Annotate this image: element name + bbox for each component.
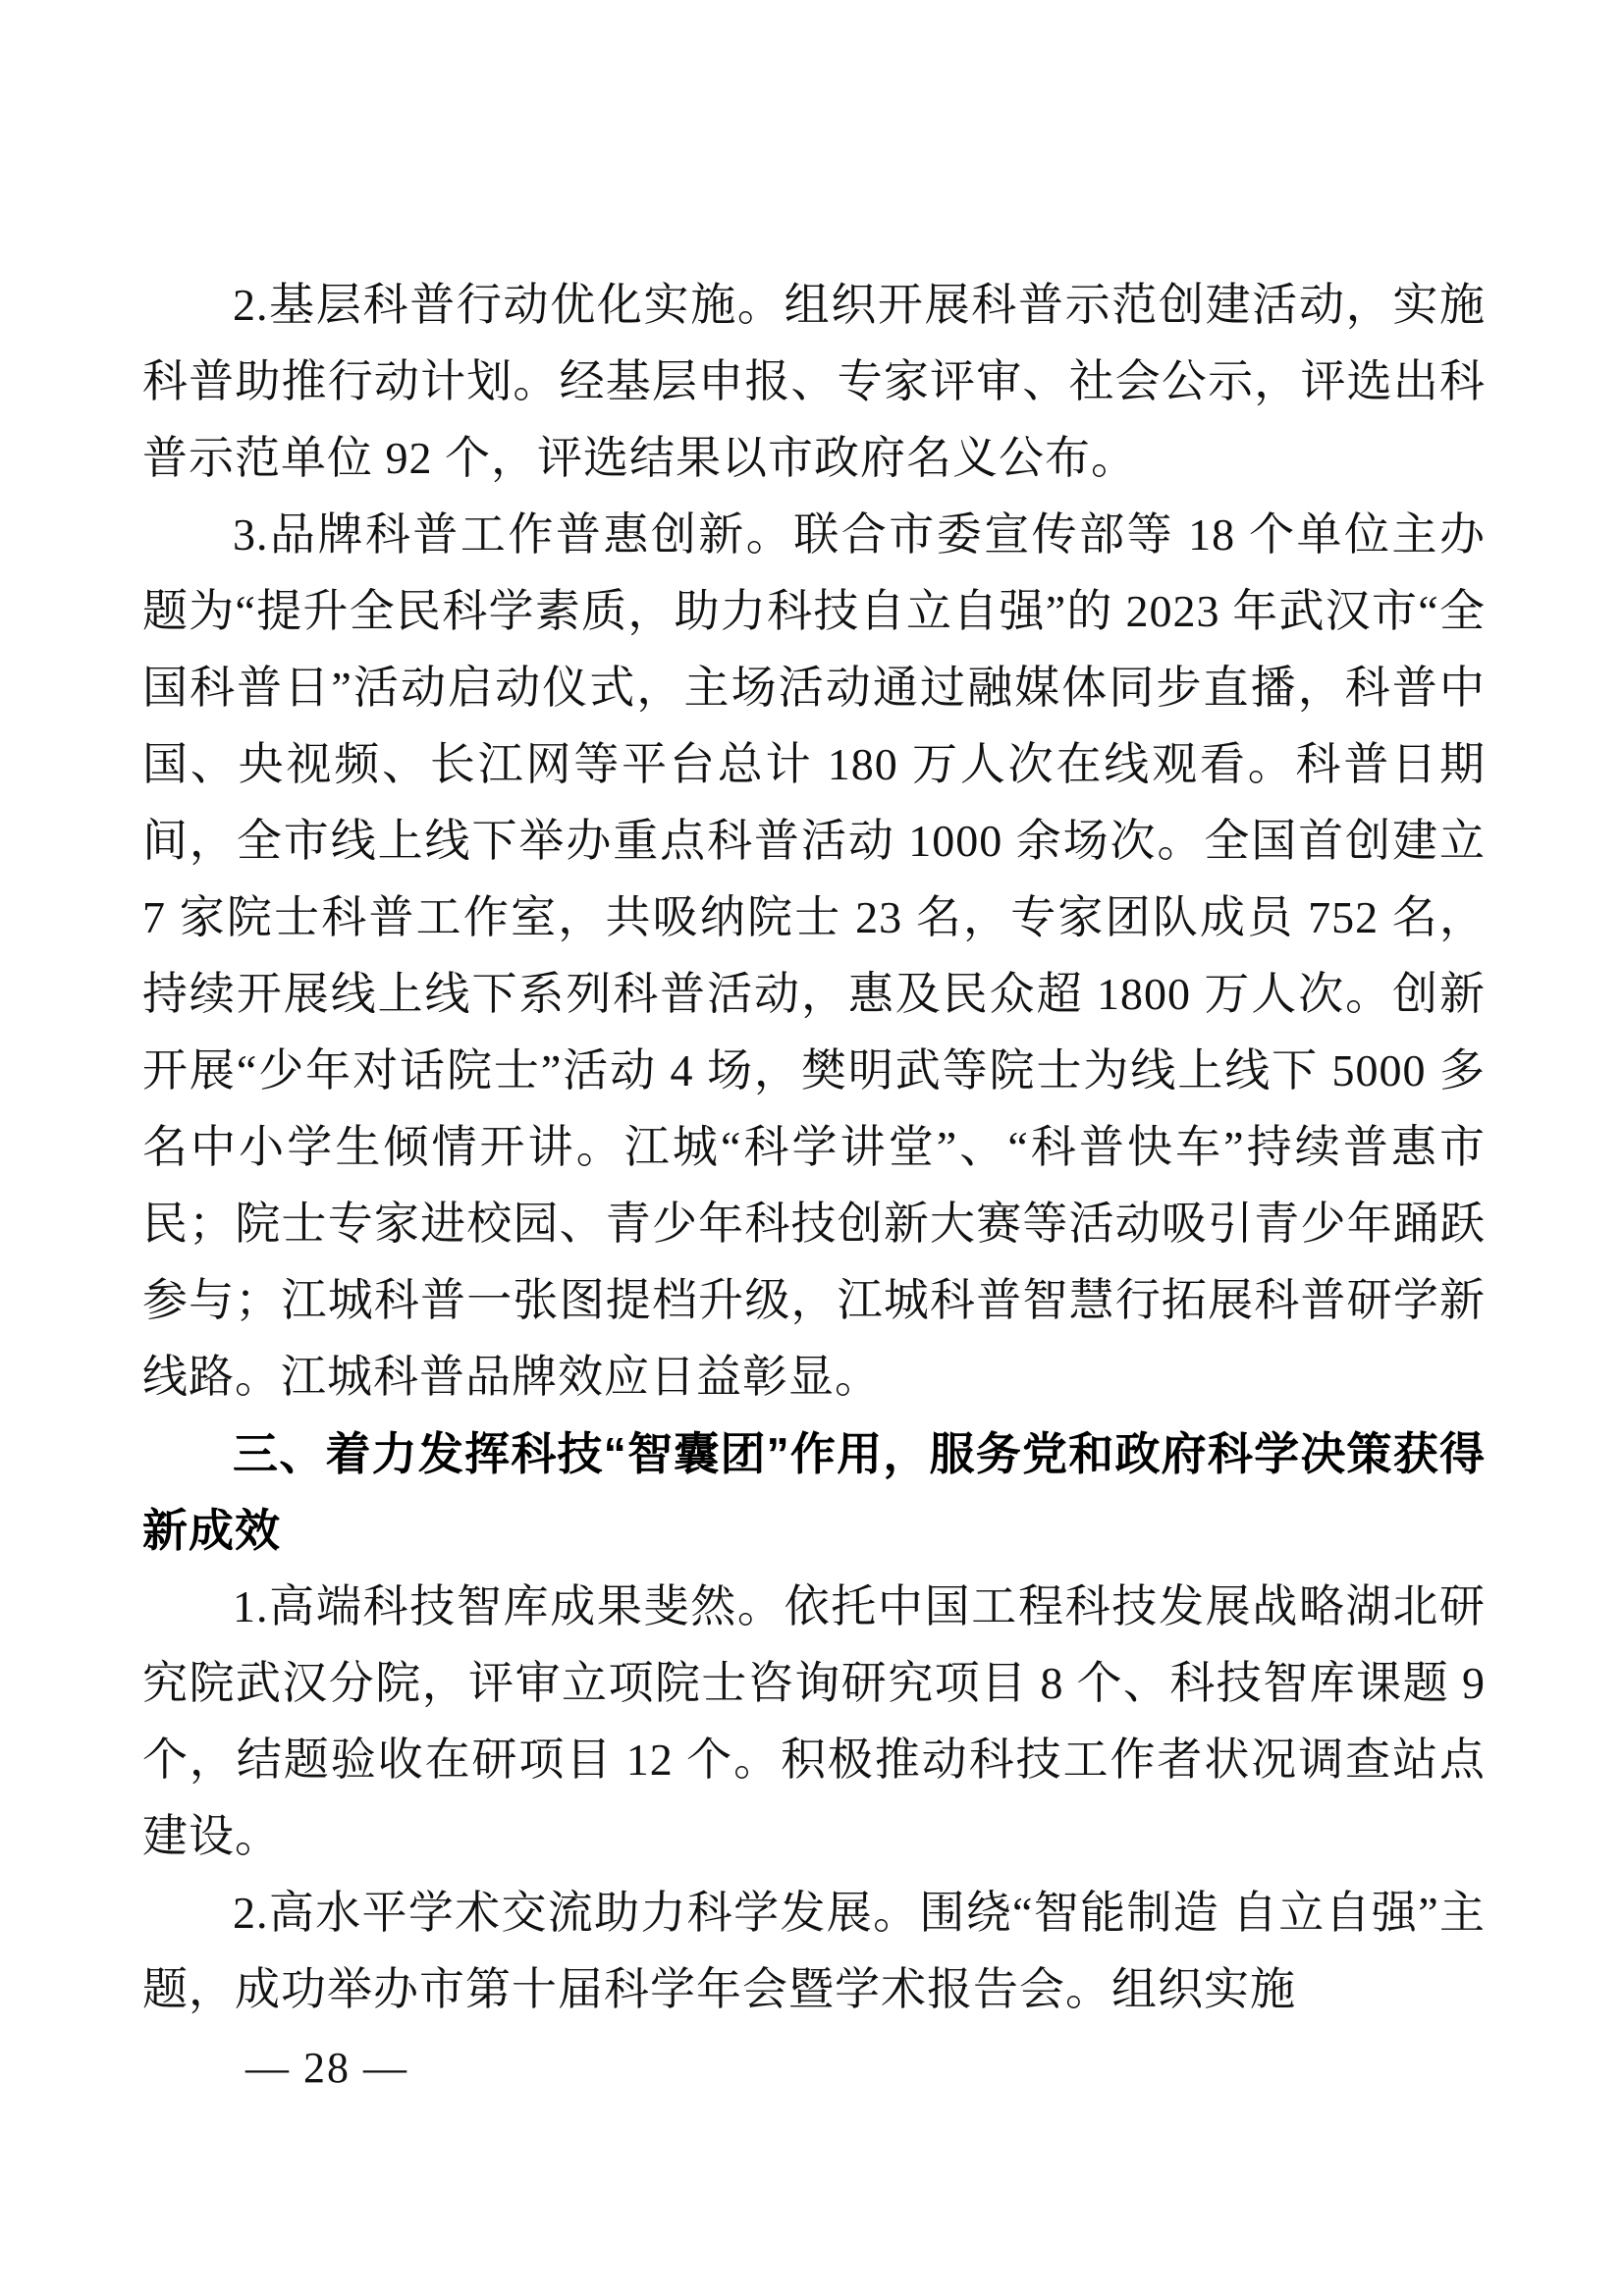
body-paragraph: 3.品牌科普工作普惠创新。联合市委宣传部等 18 个单位主办题为“提升全民科学素质，助力科技自立自强”的 2023 年武汉市“全国科普日”活动启动仪式，主场活动通过融媒体同步直播，科普中国、央视频、长江网等平台总计 180 万人次在线观看。科普日期间，全市线上线下举办重点科普活动 1000 余场次。全国首创建立 7 家院士科普工作室，共吸纳院士 23 名，专家团队成员 752 名，持续开展线上线下系列科普活动，惠及民众超 1800 万人次。创新开展“少年对话院士”活动 4 场，樊明武等院士为线上线下 5000 多名中小学生倾情开讲。江城“科学讲堂”、“科普快车”持续普惠市民；院士专家进校园、青少年科技创新大赛等活动吸引青少年踊跃参与；江城科普一张图提档升级，江城科普智慧行拓展科普研学新线路。江城科普品牌效应日益彰显。 bbox=[142, 509, 1486, 1402]
body-paragraph: 1.高端科技智库成果斐然。依托中国工程科技发展战略湖北研究院武汉分院，评审立项院士咨询研究项目 8 个、科技智库课题 9 个，结题验收在研项目 12 个。积极推动科技工作者状况调查站点建设。 bbox=[142, 1581, 1486, 1861]
body-paragraph: 2.基层科普行动优化实施。组织开展科普示范创建活动，实施科普助推行动计划。经基层申报、专家评审、社会公示，评选出科普示范单位 92 个，评选结果以市政府名义公布。 bbox=[142, 280, 1486, 483]
section-heading: 三、着力发挥科技“智囊团”作用，服务党和政府科学决策获得新成效 bbox=[142, 1428, 1486, 1556]
document-text-area bbox=[142, 267, 1486, 2028]
page-number: — 28 — bbox=[245, 2044, 408, 2092]
body-paragraph: 2.高水平学术交流助力科学发展。围绕“智能制造 自立自强”主题，成功举办市第十届科学年会暨学术报告会。组织实施 bbox=[142, 1888, 1486, 2014]
page-footer bbox=[245, 2044, 408, 2093]
